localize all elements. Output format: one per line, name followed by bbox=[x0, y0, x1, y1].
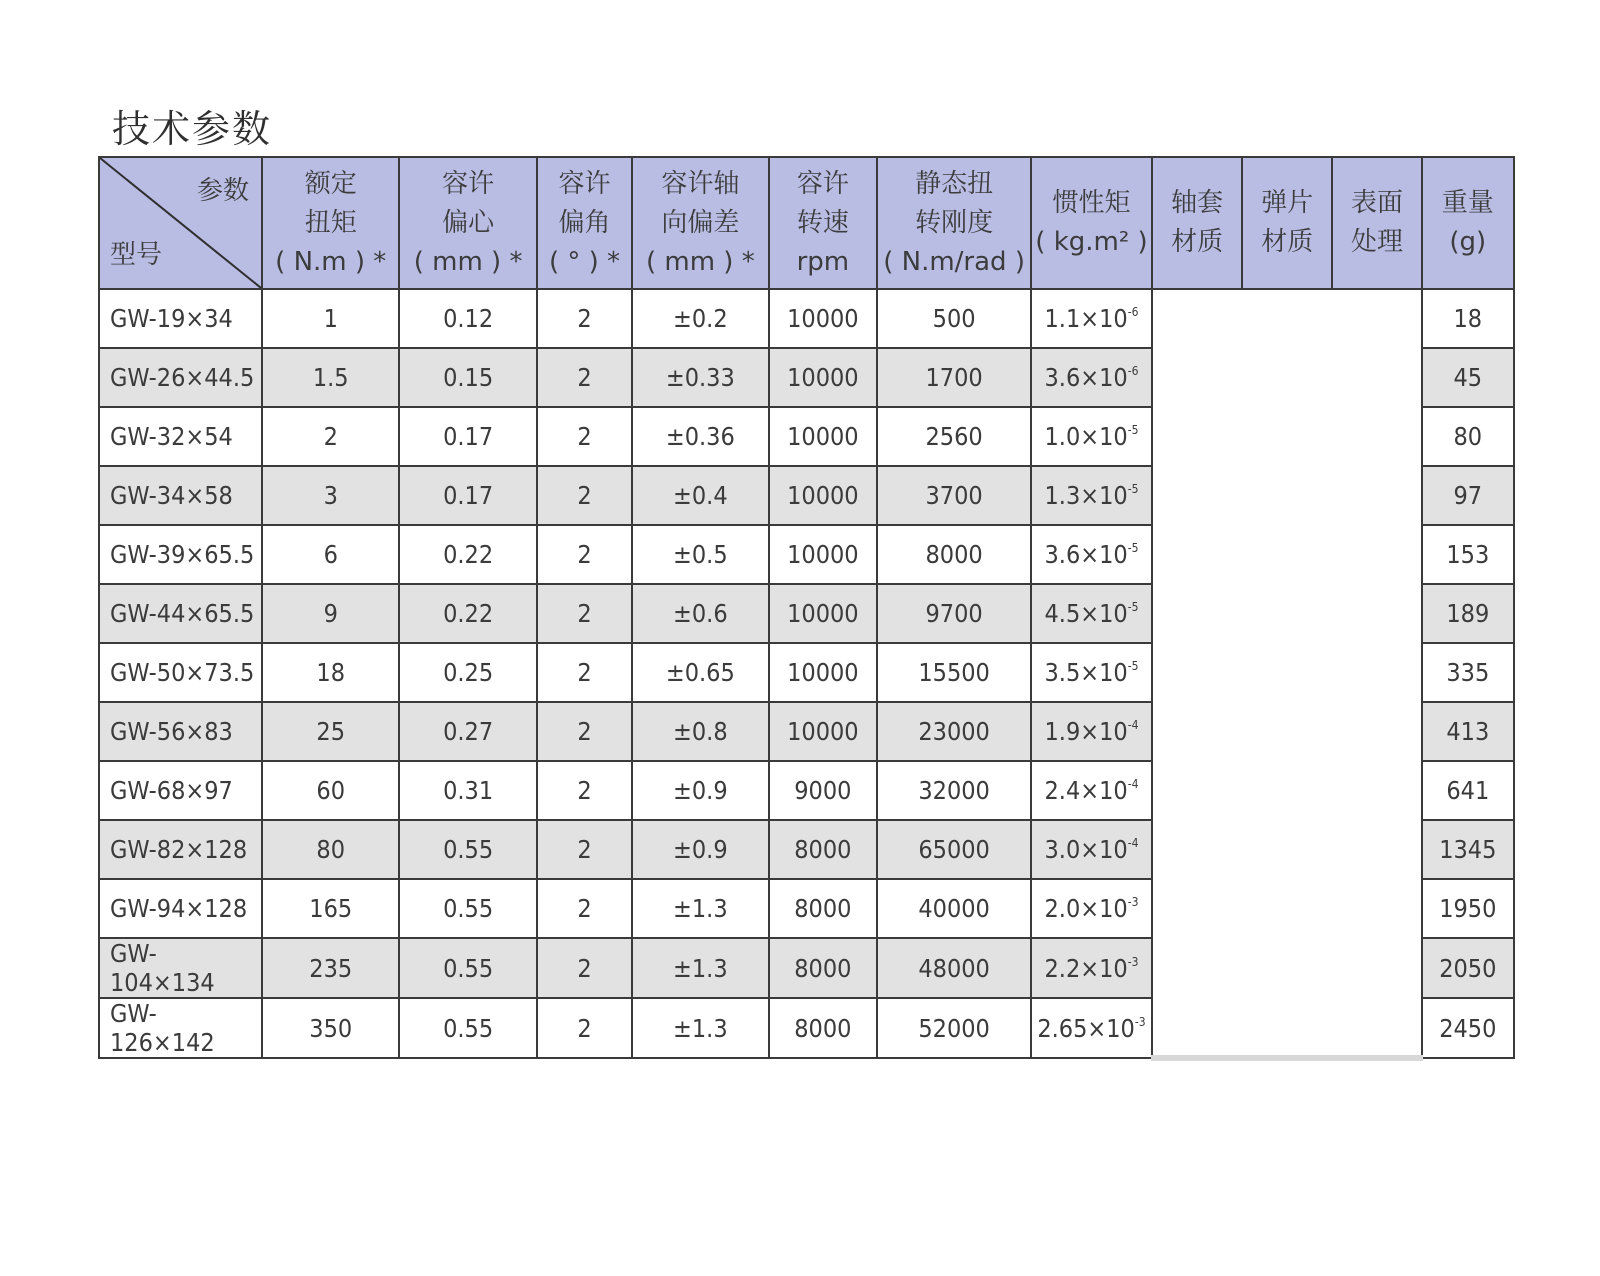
angle-cell: 2 bbox=[537, 348, 632, 407]
sleeve-blank-cell bbox=[1152, 289, 1242, 1058]
inertia-base: 2.65×10 bbox=[1037, 1013, 1135, 1043]
column-header-line: 偏心 bbox=[442, 207, 495, 238]
column-header-stiffness bbox=[877, 157, 1031, 289]
axial-cell: ±1.3 bbox=[632, 938, 768, 998]
model-cell: GW-56×83 bbox=[99, 702, 262, 761]
weight-cell: 1950 bbox=[1422, 879, 1514, 938]
inertia-base: 1.0×10 bbox=[1044, 422, 1128, 451]
inertia-exponent: -3 bbox=[1134, 1014, 1146, 1029]
inertia-exponent: -6 bbox=[1127, 364, 1139, 378]
inertia-base: 1.3×10 bbox=[1044, 481, 1128, 510]
inertia-cell bbox=[1031, 643, 1152, 702]
angle-cell: 2 bbox=[537, 761, 632, 820]
weight-cell: 97 bbox=[1422, 466, 1514, 525]
column-header-inertia bbox=[1031, 157, 1152, 289]
column-header-axial bbox=[632, 157, 768, 289]
weight-cell: 80 bbox=[1422, 407, 1514, 466]
inertia-exponent: -4 bbox=[1127, 836, 1139, 850]
inertia-cell bbox=[1031, 879, 1152, 938]
inertia-exponent: -4 bbox=[1127, 777, 1139, 791]
column-header-line: 轴套 bbox=[1171, 188, 1224, 218]
speed-cell: 10000 bbox=[769, 348, 878, 407]
torque-cell: 9 bbox=[262, 584, 399, 643]
column-header-line: ( kg.m² ) bbox=[1035, 227, 1148, 257]
column-header-line: ( ° ) * bbox=[548, 246, 621, 277]
column-header-eccentric bbox=[399, 157, 536, 289]
column-header-line: 材质 bbox=[1171, 227, 1224, 257]
inertia-base: 2.4×10 bbox=[1044, 776, 1128, 805]
axial-cell: ±0.4 bbox=[632, 466, 768, 525]
model-cell: GW-19×34 bbox=[99, 289, 262, 348]
stiffness-cell: 9700 bbox=[877, 584, 1031, 643]
axial-cell: ±0.5 bbox=[632, 525, 768, 584]
inertia-exponent: -5 bbox=[1127, 541, 1139, 555]
inertia-cell bbox=[1031, 525, 1152, 584]
eccentric-cell: 0.15 bbox=[399, 348, 536, 407]
angle-cell: 2 bbox=[537, 820, 632, 879]
model-cell: GW-104×134 bbox=[99, 938, 262, 998]
column-header-line: 容许 bbox=[796, 168, 849, 199]
weight-cell: 153 bbox=[1422, 525, 1514, 584]
model-cell: GW-82×128 bbox=[99, 820, 262, 879]
inertia-cell bbox=[1031, 289, 1152, 348]
inertia-base: 3.0×10 bbox=[1044, 835, 1128, 864]
eccentric-cell: 0.55 bbox=[399, 820, 536, 879]
stiffness-cell: 1700 bbox=[877, 348, 1031, 407]
column-header-speed bbox=[769, 157, 878, 289]
model-cell: GW-50×73.5 bbox=[99, 643, 262, 702]
inertia-base: 1.9×10 bbox=[1044, 717, 1128, 746]
torque-cell: 1 bbox=[262, 289, 399, 348]
column-header-line: 惯性矩 bbox=[1052, 188, 1131, 218]
column-header-sleeve bbox=[1152, 157, 1242, 289]
stiffness-cell: 32000 bbox=[877, 761, 1031, 820]
eccentric-cell: 0.22 bbox=[399, 525, 536, 584]
column-header-line: (g) bbox=[1449, 227, 1487, 257]
column-header-line: 容许 bbox=[558, 168, 611, 199]
speed-cell: 10000 bbox=[769, 643, 878, 702]
inertia-cell bbox=[1031, 466, 1152, 525]
torque-cell: 165 bbox=[262, 879, 399, 938]
spec-table bbox=[98, 156, 1515, 1061]
weight-cell: 413 bbox=[1422, 702, 1514, 761]
inertia-exponent: -4 bbox=[1127, 718, 1139, 732]
column-header-line: ( mm ) * bbox=[413, 246, 523, 277]
stiffness-cell: 2560 bbox=[877, 407, 1031, 466]
axial-cell: ±0.33 bbox=[632, 348, 768, 407]
corner-model-label: 型号 bbox=[110, 240, 163, 270]
torque-cell: 235 bbox=[262, 938, 399, 998]
column-header-line: 材质 bbox=[1261, 227, 1314, 257]
model-cell: GW-34×58 bbox=[99, 466, 262, 525]
surface-blank-cell bbox=[1332, 289, 1421, 1058]
inertia-base: 2.0×10 bbox=[1044, 894, 1128, 923]
weight-cell: 641 bbox=[1422, 761, 1514, 820]
inertia-cell bbox=[1031, 407, 1152, 466]
inertia-exponent: -5 bbox=[1127, 482, 1139, 496]
column-header-line: 转刚度 bbox=[915, 207, 994, 238]
speed-cell: 8000 bbox=[769, 998, 878, 1058]
axial-cell: ±0.36 bbox=[632, 407, 768, 466]
column-header-line: 容许 bbox=[442, 168, 495, 199]
stiffness-cell: 65000 bbox=[877, 820, 1031, 879]
axial-cell: ±0.2 bbox=[632, 289, 768, 348]
speed-cell: 8000 bbox=[769, 820, 878, 879]
column-header-line: rpm bbox=[796, 246, 850, 277]
page-title: 技术参数 bbox=[112, 107, 273, 151]
axial-cell: ±0.8 bbox=[632, 702, 768, 761]
column-header-line: 静态扭 bbox=[915, 168, 994, 199]
inertia-cell bbox=[1031, 998, 1152, 1058]
eccentric-cell: 0.12 bbox=[399, 289, 536, 348]
speed-cell: 8000 bbox=[769, 938, 878, 998]
eccentric-cell: 0.55 bbox=[399, 938, 536, 998]
stiffness-cell: 8000 bbox=[877, 525, 1031, 584]
angle-cell: 2 bbox=[537, 702, 632, 761]
angle-cell: 2 bbox=[537, 584, 632, 643]
column-header-surface bbox=[1332, 157, 1421, 289]
angle-cell: 2 bbox=[537, 525, 632, 584]
axial-cell: ±1.3 bbox=[632, 879, 768, 938]
inertia-cell bbox=[1031, 761, 1152, 820]
angle-cell: 2 bbox=[537, 879, 632, 938]
angle-cell: 2 bbox=[537, 998, 632, 1058]
inertia-exponent: -3 bbox=[1127, 954, 1139, 969]
column-header-weight bbox=[1422, 157, 1514, 289]
inertia-exponent: -5 bbox=[1127, 423, 1139, 437]
inertia-base: 3.6×10 bbox=[1044, 540, 1128, 569]
speed-cell: 10000 bbox=[769, 702, 878, 761]
column-header-line: ( N.m ) * bbox=[275, 246, 387, 277]
spring-blank-cell bbox=[1242, 289, 1332, 1058]
eccentric-cell: 0.27 bbox=[399, 702, 536, 761]
inertia-cell bbox=[1031, 938, 1152, 998]
speed-cell: 10000 bbox=[769, 466, 878, 525]
column-header-line: 弹片 bbox=[1261, 188, 1314, 218]
column-header-line: 表面 bbox=[1351, 188, 1404, 218]
weight-cell: 1345 bbox=[1422, 820, 1514, 879]
weight-cell: 18 bbox=[1422, 289, 1514, 348]
inertia-base: 2.2×10 bbox=[1044, 953, 1128, 983]
inertia-cell bbox=[1031, 820, 1152, 879]
header-row bbox=[99, 157, 1514, 289]
stiffness-cell: 23000 bbox=[877, 702, 1031, 761]
speed-cell: 10000 bbox=[769, 407, 878, 466]
axial-cell: ±0.6 bbox=[632, 584, 768, 643]
torque-cell: 1.5 bbox=[262, 348, 399, 407]
torque-cell: 350 bbox=[262, 998, 399, 1058]
eccentric-cell: 0.22 bbox=[399, 584, 536, 643]
angle-cell: 2 bbox=[537, 407, 632, 466]
table-body bbox=[99, 289, 1514, 1058]
stiffness-cell: 15500 bbox=[877, 643, 1031, 702]
inertia-cell bbox=[1031, 348, 1152, 407]
inertia-cell bbox=[1031, 702, 1152, 761]
model-cell: GW-32×54 bbox=[99, 407, 262, 466]
torque-cell: 18 bbox=[262, 643, 399, 702]
stiffness-cell: 48000 bbox=[877, 938, 1031, 998]
inertia-base: 1.1×10 bbox=[1044, 304, 1128, 333]
angle-cell: 2 bbox=[537, 938, 632, 998]
axial-cell: ±0.9 bbox=[632, 761, 768, 820]
model-cell: GW-39×65.5 bbox=[99, 525, 262, 584]
torque-cell: 3 bbox=[262, 466, 399, 525]
column-header-line: 处理 bbox=[1351, 227, 1404, 257]
column-header-line: 转速 bbox=[796, 207, 849, 238]
eccentric-cell: 0.55 bbox=[399, 879, 536, 938]
model-cell: GW-68×97 bbox=[99, 761, 262, 820]
speed-cell: 10000 bbox=[769, 525, 878, 584]
axial-cell: ±0.9 bbox=[632, 820, 768, 879]
column-header-angle bbox=[537, 157, 632, 289]
stiffness-cell: 500 bbox=[877, 289, 1031, 348]
table-row bbox=[99, 289, 1514, 348]
stiffness-cell: 52000 bbox=[877, 998, 1031, 1058]
column-header-torque bbox=[262, 157, 399, 289]
inertia-cell bbox=[1031, 584, 1152, 643]
weight-cell: 2050 bbox=[1422, 938, 1514, 998]
model-cell: GW-44×65.5 bbox=[99, 584, 262, 643]
column-header-line: 额定 bbox=[304, 168, 357, 199]
torque-cell: 80 bbox=[262, 820, 399, 879]
column-header-line: 容许轴 bbox=[661, 168, 740, 199]
column-header-line: ( mm ) * bbox=[645, 246, 755, 277]
speed-cell: 10000 bbox=[769, 289, 878, 348]
corner-param-label: 参数 bbox=[197, 176, 250, 206]
column-header-line: 向偏差 bbox=[661, 207, 740, 238]
inertia-base: 4.5×10 bbox=[1044, 599, 1128, 628]
column-header-spring bbox=[1242, 157, 1332, 289]
stiffness-cell: 40000 bbox=[877, 879, 1031, 938]
torque-cell: 25 bbox=[262, 702, 399, 761]
corner-header-cell bbox=[99, 157, 262, 289]
column-header-line: 偏角 bbox=[558, 207, 611, 238]
eccentric-cell: 0.17 bbox=[399, 466, 536, 525]
eccentric-cell: 0.31 bbox=[399, 761, 536, 820]
weight-cell: 335 bbox=[1422, 643, 1514, 702]
axial-cell: ±1.3 bbox=[632, 998, 768, 1058]
weight-cell: 189 bbox=[1422, 584, 1514, 643]
inertia-exponent: -3 bbox=[1127, 895, 1139, 909]
column-header-line: 扭矩 bbox=[304, 207, 357, 238]
torque-cell: 60 bbox=[262, 761, 399, 820]
speed-cell: 8000 bbox=[769, 879, 878, 938]
eccentric-cell: 0.17 bbox=[399, 407, 536, 466]
axial-cell: ±0.65 bbox=[632, 643, 768, 702]
torque-cell: 6 bbox=[262, 525, 399, 584]
model-cell: GW-94×128 bbox=[99, 879, 262, 938]
model-cell: GW-126×142 bbox=[99, 998, 262, 1058]
inertia-base: 3.6×10 bbox=[1044, 363, 1128, 392]
column-header-line: ( N.m/rad ) bbox=[883, 246, 1025, 277]
angle-cell: 2 bbox=[537, 466, 632, 525]
stiffness-cell: 3700 bbox=[877, 466, 1031, 525]
inertia-exponent: -6 bbox=[1127, 305, 1139, 319]
weight-cell: 45 bbox=[1422, 348, 1514, 407]
column-header-line: 重量 bbox=[1441, 188, 1494, 218]
model-cell: GW-26×44.5 bbox=[99, 348, 262, 407]
eccentric-cell: 0.25 bbox=[399, 643, 536, 702]
inertia-base: 3.5×10 bbox=[1044, 658, 1128, 687]
angle-cell: 2 bbox=[537, 289, 632, 348]
torque-cell: 2 bbox=[262, 407, 399, 466]
speed-cell: 10000 bbox=[769, 584, 878, 643]
angle-cell: 2 bbox=[537, 643, 632, 702]
inertia-exponent: -5 bbox=[1127, 659, 1139, 673]
inertia-exponent: -5 bbox=[1127, 600, 1139, 614]
speed-cell: 9000 bbox=[769, 761, 878, 820]
weight-cell: 2450 bbox=[1422, 998, 1514, 1058]
eccentric-cell: 0.55 bbox=[399, 998, 536, 1058]
